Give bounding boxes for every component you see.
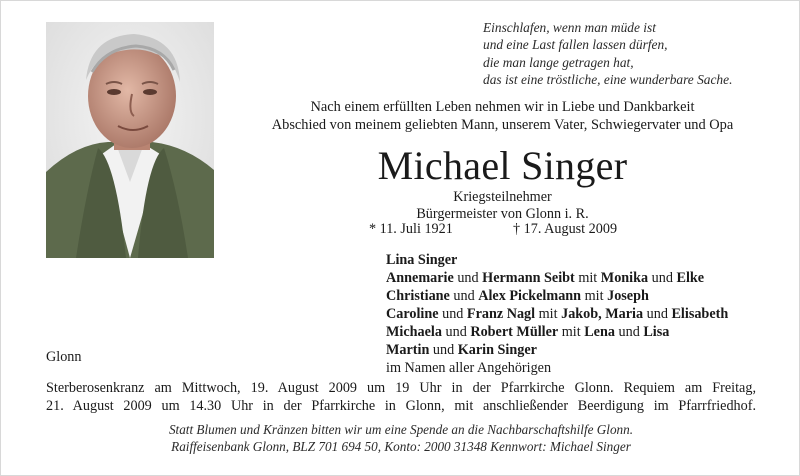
family-name: Lisa (643, 324, 670, 340)
relatives-note: im Namen aller Angehörigen (386, 360, 552, 376)
connector-text: und (614, 324, 644, 340)
family-line (386, 323, 728, 341)
family-name: Hermann Seibt (482, 270, 575, 286)
family-name: Robert Müller (470, 324, 559, 340)
connector-text: mit (574, 270, 601, 286)
connector-text: und (438, 306, 467, 322)
family-name: Karin Singer (457, 342, 537, 358)
family-line (386, 341, 728, 359)
family-line (386, 305, 728, 323)
poem-line: und eine Last fallen lassen dürfen, (483, 37, 668, 53)
poem-line: Einschlafen, wenn man müde ist (483, 20, 656, 35)
family-list (386, 251, 728, 377)
connector-text: und (648, 270, 677, 286)
family-name: Monika (600, 270, 649, 286)
family-name: Christiane (386, 288, 450, 304)
family-name: Caroline (386, 306, 439, 322)
deceased-name: Michael Singer (377, 143, 628, 188)
family-name: Franz Nagl (466, 306, 536, 322)
deceased-title-2: Bürgermeister von Glonn i. R. (416, 206, 589, 222)
intro-line: Abschied von meinem geliebten Mann, unserem Vater, Schwiegervater und Opa (271, 117, 734, 133)
poem-line: das ist eine tröstliche, eine wunderbare Sache. (483, 72, 733, 88)
family-name: Lena (584, 324, 615, 340)
connector-text: mit (558, 324, 585, 340)
connector-text: mit (581, 288, 608, 304)
intro-line: Nach einem erfüllten Leben nehmen wir in Liebe und Dankbarkeit (310, 99, 695, 115)
service-line: Sterberosenkranz am Mittwoch, 19. August 2009 um 19 Uhr in der Pfarrkirche Glonn. Requiem am Freitag, (46, 380, 756, 396)
connector-text: und (441, 324, 471, 340)
bank-details: Raiffeisenbank Glonn, BLZ 701 694 50, Konto: 2000 31348 Kennwort: Michael Singer (171, 439, 631, 454)
family-name: Lina Singer (386, 252, 458, 268)
connector-text: mit (535, 306, 562, 322)
death-date: † 17. August 2009 (513, 221, 618, 237)
family-line (386, 269, 728, 287)
intro-text (230, 98, 775, 134)
family-name: Annemarie (386, 270, 454, 286)
family-name: Martin (386, 342, 430, 358)
family-name: Elke (676, 270, 705, 286)
family-line (386, 251, 728, 269)
family-name: Elisabeth (671, 306, 729, 322)
service-info (46, 379, 756, 415)
family-name: Joseph (607, 288, 649, 304)
portrait-image (46, 22, 214, 258)
connector-text: und (643, 306, 672, 322)
birth-date: * 11. Juli 1921 (369, 221, 453, 237)
portrait-photo (46, 22, 214, 258)
deceased-title-1: Kriegsteilnehmer (453, 189, 552, 205)
connector-text: und (449, 288, 479, 304)
service-line: 21. August 2009 um 14.30 Uhr in der Pfarrkirche in Glonn, mit anschließender Beerdigung im Pfarrfriedhof. (46, 398, 756, 414)
poem-quote (483, 19, 783, 89)
poem-line: die man lange getragen hat, (483, 54, 634, 70)
connector-text: und (453, 270, 483, 286)
family-name: Michaela (386, 324, 442, 340)
place-name: Glonn (46, 349, 82, 365)
donation-note (46, 421, 756, 455)
donation-line: Statt Blumen und Kränzen bitten wir um eine Spende an die Nachbarschaftshilfe Glonn. (168, 422, 634, 437)
family-line (386, 359, 728, 377)
connector-text: und (429, 342, 458, 358)
family-name: Jakob, Maria (561, 306, 644, 322)
family-name: Alex Pickelmann (478, 288, 582, 304)
family-line (386, 287, 728, 305)
